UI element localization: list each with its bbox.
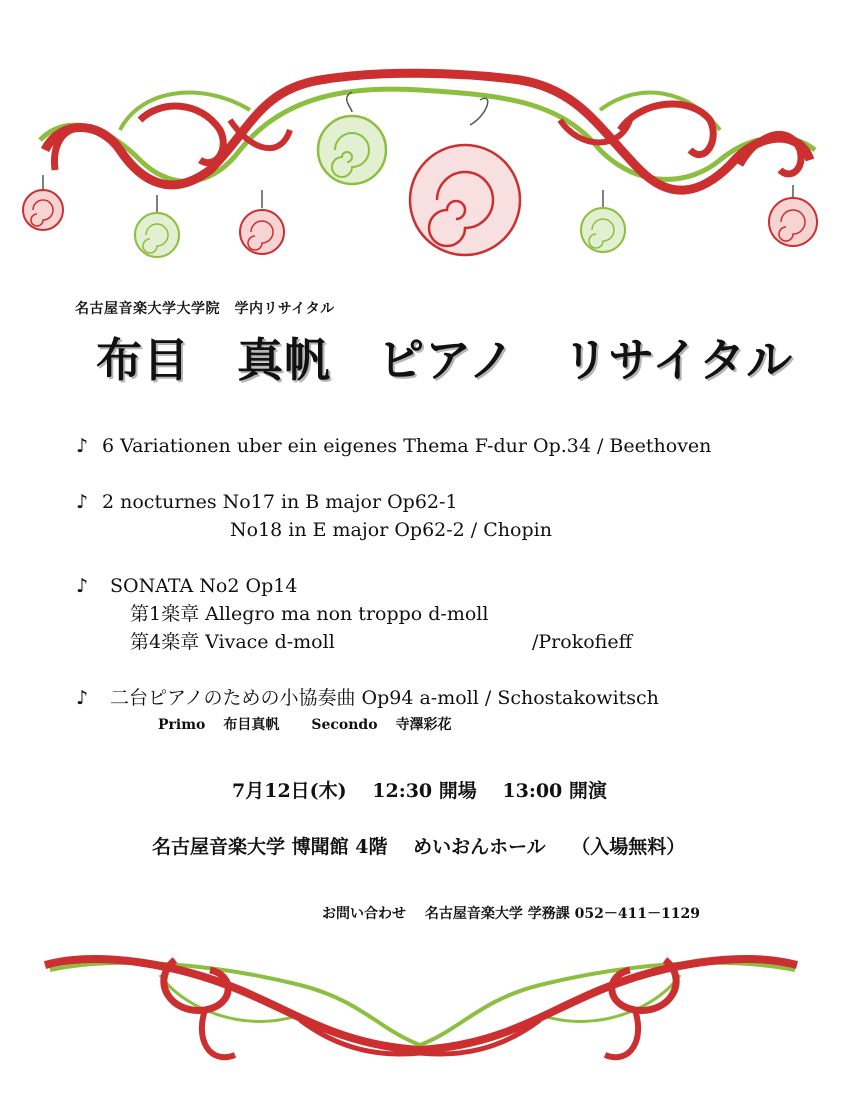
ornament-red-small-mid [240,190,284,254]
program-item-chopin-line2: No18 in E major Op62-2 / Chopin [230,519,552,541]
page-title: 布目 真帆 ピアノ リサイタル [96,333,794,387]
contact-info: お問い合わせ 名古屋音楽大学 学務課 052－411－1129 [322,906,701,922]
secondo-name: 寺澤彩花 [395,717,452,733]
program-item-chopin [76,488,458,516]
program-movement-1: 第1楽章 Allegro ma non troppo d-moll [130,603,489,625]
performers-line [158,714,470,734]
ornament-green-small-left [135,195,179,257]
top-ribbon-garland [0,0,842,270]
program-line: 二台ピアノのための小協奏曲 Op94 a-moll / Schostakowitsch [110,687,659,709]
ornament-red-small-left [23,175,63,230]
secondo-label: Secondo [311,717,378,733]
program-line: SONATA No2 Op14 [110,575,298,597]
bottom-ribbon-scroll [0,935,842,1085]
ornament-red-large [410,98,520,255]
ornament-green-large [318,92,386,184]
program-line: 6 Variationen uber ein eigenes Thema F-dur Op.34 / Beethoven [102,435,712,457]
program-item-beethoven [76,432,711,460]
program-composer-prokofieff: /Prokofieff [532,631,633,653]
recital-subtitle: 名古屋音楽大学大学院 学内リサイタル [75,301,335,317]
primo-name: 布目真帆 [223,717,280,733]
program-item-prokofieff [76,572,297,600]
music-note-icon: ♪ [76,491,89,513]
program-item-shostakovich [76,684,659,712]
music-note-icon: ♪ [76,575,89,597]
primo-label: Primo [158,717,206,733]
program-movement-4: 第4楽章 Vivace d-moll [130,631,335,653]
event-venue: 名古屋音楽大学 博聞館 4階 めいおんホール （入場無料） [152,836,686,858]
event-datetime: 7月12日(木) 12:30 開場 13:00 開演 [232,780,607,802]
music-note-icon: ♪ [76,687,89,709]
ornament-green-small-right [581,190,625,252]
program-line: 2 nocturnes No17 in B major Op62-1 [102,491,458,513]
music-note-icon: ♪ [76,435,89,457]
ornament-red-small-right [769,185,817,246]
